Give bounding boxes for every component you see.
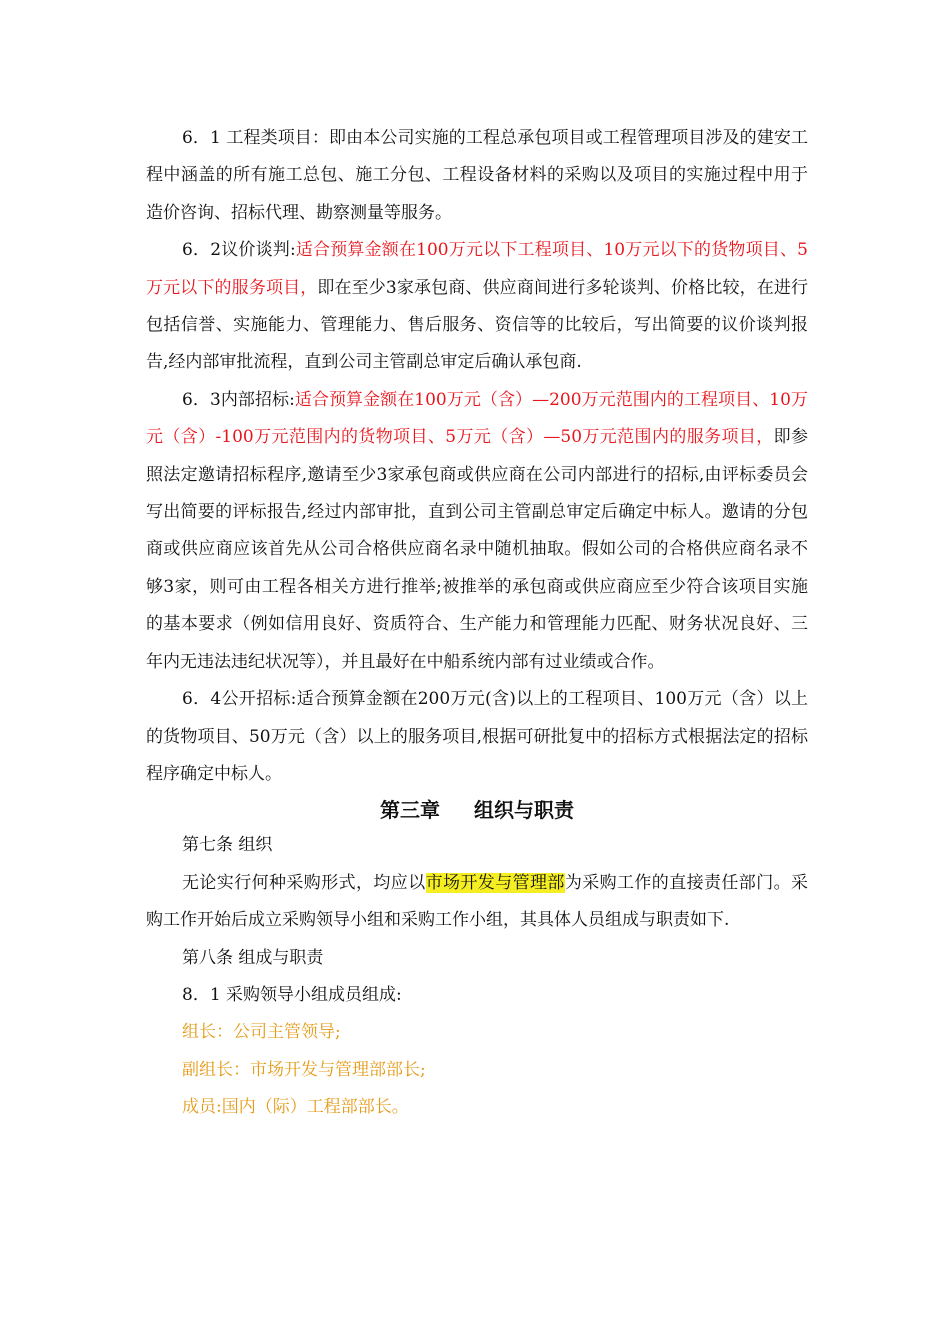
article-7-body [146,865,808,940]
clause-6-3-label: 6．3内部招标: [182,389,295,410]
clause-6-3-text: 即参照法定邀请招标程序,邀请至少3家承包商或供应商在公司内部进行的招标,由评标委员会写出简要的评标报告,经过内部审批，直到公司主管副总审定后确定中标人。邀请的分包商或供应商应该首先从公司合格供应商名录中随机抽取。假如公司的合格供应商名录不够3家，则可由工程各相关方进行推举;被推举的承包商或供应商应至少符合该项目实施的基本要求（例如信用良好、资质符合、生产能力和管理能力匹配、财务状况良好、三年内无违法违纪状况等），并且最好在中船系统内部有过业绩或合作。 [146,427,809,672]
article-8-heading: 第八条 组成与职责 [182,947,324,968]
members-line-text: 成员:国内（际）工程部部长。 [182,1097,409,1118]
clause-6-4-label: 6．4公开招标: [182,689,297,710]
article-7-heading: 第七条 组织 [182,835,273,856]
clause-6-2-text: 即在至少3家承包商、供应商间进行多轮谈判、价格比较，在进行包括信誉、实施能力、管理能力、售后服务、资信等的比较后，写出简要的议价谈判报告,经内部审批流程，直到公司主管副总审定后确认承包商. [146,277,809,373]
document-body [146,120,808,1127]
clause-6-3-scope: 适合预算金额在100万元（含）—200万元范围内的工程项目、10万元（含）-100万元范围内的货物项目、5万元（含）—50万元范围内的服务项目， [146,389,808,448]
highlighted-department: 市场开发与管理部 [425,872,565,893]
clause-6-1-label: 6．1 工程类项目： [182,128,330,148]
clause-8-1: 8．1 采购领导小组成员组成: [182,984,402,1005]
deputy-leader-line: 副组长：市场开发与管理部部长; [182,1059,426,1080]
chapter-heading [146,791,808,829]
leader-line: 组长：公司主管领导; [182,1022,341,1043]
article-7-post: 为采购工作的直接责任部门。采购工作开始后成立采购领导小组和采购工作小组，其具体人员组成与职责如下. [146,872,809,931]
clause-6-4 [146,681,808,793]
clause-6-1 [146,120,808,232]
chapter-number: 第三章 [380,798,440,823]
clause-6-3 [146,382,808,681]
article-7-pre: 无论实行何种采购形式，均应以 [182,872,426,893]
clause-6-2-label: 6．2议价谈判: [182,240,296,261]
members-line [146,1089,808,1126]
chapter-title: 组织与职责 [474,798,574,823]
clause-6-4-text: 适合预算金额在200万元(含)以上的工程项目、100万元（含）以上的货物项目、50万元（含）以上的服务项目,根据可研批复中的招标方式根据法定的招标程序确定中标人。 [146,689,808,784]
clause-6-2-scope: 适合预算金额在100万元以下工程项目、10万元以下的货物项目、5万元以下的服务项目， [146,240,808,298]
clause-6-2 [146,232,808,382]
clause-6-1-text: 即由本公司实施的工程总承包项目或工程管理项目涉及的建安工程中涵盖的所有施工总包、施工分包、工程设备材料的采购以及项目的实施过程中用于造价咨询、招标代理、勘察测量等服务。 [146,128,808,223]
